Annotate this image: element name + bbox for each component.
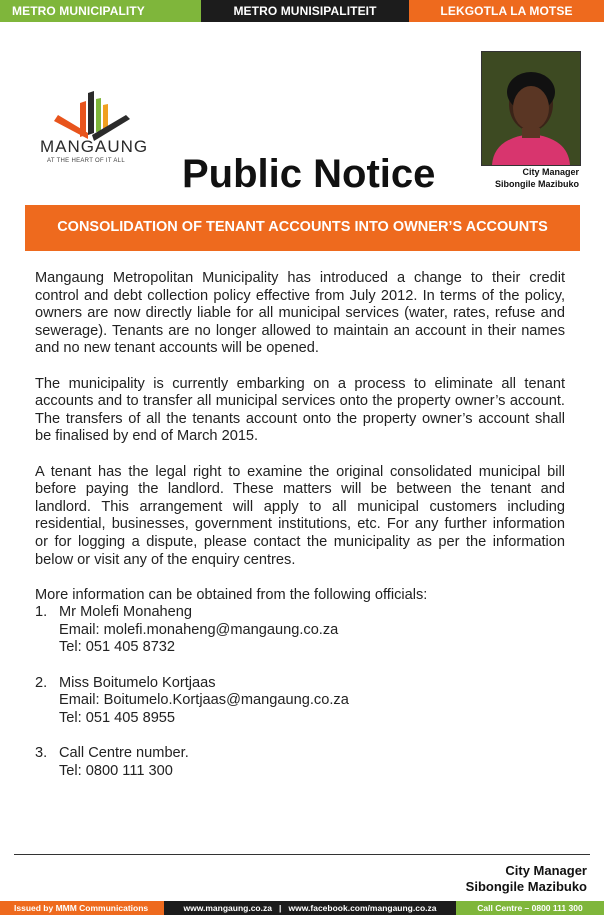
contact-name: Call Centre number. [59, 745, 189, 762]
footer-call-centre: Call Centre – 0800 111 300 [456, 901, 604, 915]
logo-tagline: AT THE HEART OF IT ALL [47, 158, 125, 164]
city-manager-photo [481, 51, 581, 166]
paragraph: A tenant has the legal right to examine the original consolidated municipal bill before paying the landlord. These matters will be between the tenant and landlord. This arrangement will apply to all municipal customers including residential, businesses, government institutions, etc. For any further information or for logging a dispute, please contact the municipality as per the information below or visit any of the enquiry centres. [35, 463, 565, 568]
list-item [35, 745, 565, 780]
footer-links: www.mangaung.co.za | www.facebook.com/mangaung.co.za [164, 901, 456, 915]
contacts-intro: More information can be obtained from the following officials: [35, 586, 428, 603]
list-spacer [35, 727, 565, 745]
signature-divider [14, 854, 590, 855]
mangaung-logo-icon [30, 85, 150, 185]
top-bar-english: METRO MUNICIPALITY [0, 0, 201, 22]
portrait-image [482, 52, 580, 165]
paragraph: Mangaung Metropolitan Municipality has introduced a change to their credit control and debt collection policy effective from July 2012. In terms of the policy, owners are now directly liable for all municipal services (water, rates, refuse and sewerage). Tenants are no longer allowed to maintain an account in their names and no new tenant accounts will be opened. [35, 270, 565, 357]
top-language-bar [0, 0, 604, 22]
list-number: 2. [35, 674, 48, 691]
contact-tel: Tel: 0800 111 300 [59, 762, 173, 779]
list-spacer [35, 657, 565, 675]
contacts-list [35, 604, 565, 780]
list-item [35, 604, 565, 657]
contact-email: Email: molefi.monaheng@mangaung.co.za [59, 621, 339, 638]
signature-title: City Manager [505, 863, 587, 878]
logo-wordmark: MANGAUNG [40, 137, 149, 156]
contact-tel: Tel: 051 405 8732 [59, 639, 176, 656]
contact-email: Email: Boitumelo.Kortjaas@mangaung.co.za [59, 692, 349, 709]
notice-body [35, 270, 565, 780]
notice-heading-banner: CONSOLIDATION OF TENANT ACCOUNTS INTO OWNER’S ACCOUNTS [25, 205, 580, 251]
list-number: 3. [35, 745, 48, 762]
signature-name: Sibongile Mazibuko [465, 879, 587, 894]
photo-caption-name: Sibongile Mazibuko [494, 179, 579, 189]
top-bar-sesotho: LEKGOTLA LA MOTSE [409, 0, 604, 22]
paragraph: The municipality is currently embarking on a process to eliminate all tenant accounts and to transfer all municipal services onto the property owner’s account. The transfers of all the tenants account onto the property owner’s account shall be finalised by end of March 2015. [35, 375, 565, 445]
contact-name: Miss Boitumelo Kortjaas [59, 674, 216, 691]
list-number: 1. [35, 604, 48, 621]
contact-tel: Tel: 051 405 8955 [59, 709, 176, 726]
footer-bar [0, 901, 604, 915]
photo-caption-title: City Manager [522, 167, 579, 177]
footer-issued-by: Issued by MMM Communications [0, 901, 164, 915]
list-item [35, 675, 565, 728]
contact-name: Mr Molefi Monaheng [59, 604, 193, 621]
page-title: Public Notice [182, 152, 436, 196]
top-bar-afrikaans: METRO MUNISIPALITEIT [201, 0, 409, 22]
